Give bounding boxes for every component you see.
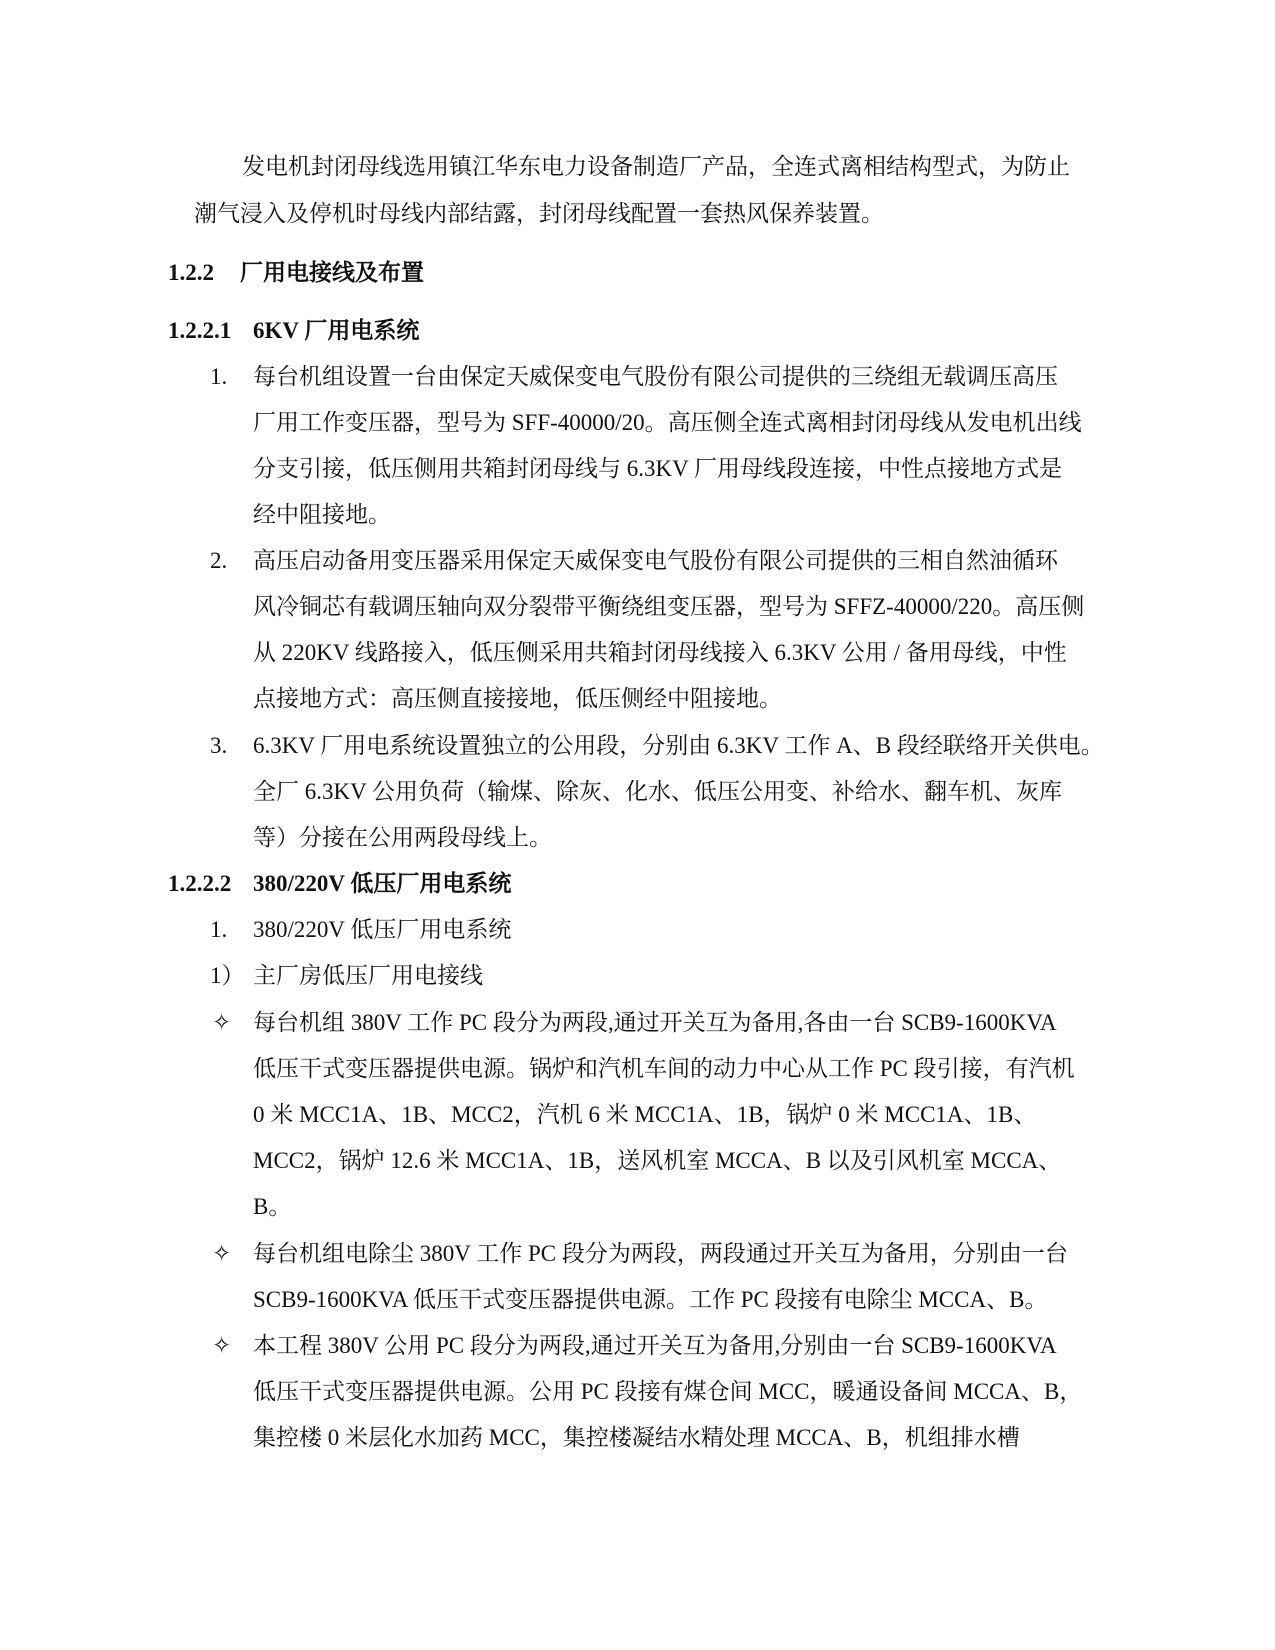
heading-number: 1.2.2 (168, 260, 214, 285)
list-line: 主厂房低压厂用电接线 (253, 963, 483, 988)
bullet-line: 每台机组 380V 工作 PC 段分为两段,通过开关互为备用,各由一台 SCB9-1600KVA (253, 1010, 1057, 1035)
list-line: 经中阻接地。 (253, 502, 391, 527)
list-line: 从 220KV 线路接入，低压侧采用共箱封闭母线接入 6.3KV 公用 / 备用母线，中性 (253, 640, 1067, 665)
list-line: 380/220V 低压厂用电系统 (253, 917, 512, 942)
list-line: 6.3KV 厂用电系统设置独立的公用段，分别由 6.3KV 工作 A、B 段经联络开关供电。 (253, 733, 1104, 758)
list-line: 高压启动备用变压器采用保定天威保变电气股份有限公司提供的三相自然油循环 (253, 548, 1058, 573)
bullet-line: B。 (253, 1194, 292, 1219)
bullet-line: 低压干式变压器提供电源。锅炉和汽机车间的动力中心从工作 PC 段引接，有汽机 (253, 1056, 1075, 1081)
diamond-bullet-icon: ✧ (212, 1241, 232, 1266)
heading-title: 380/220V 低压厂用电系统 (253, 871, 512, 896)
diamond-bullet-icon: ✧ (212, 1010, 232, 1035)
list-line: 分支引接，低压侧用共箱封闭母线与 6.3KV 厂用母线段连接，中性点接地方式是 (253, 456, 1063, 481)
heading-number: 1.2.2.2 (168, 871, 232, 896)
intro-line-1: 发电机封闭母线选用镇江华东电力设备制造厂产品，全连式离相结构型式，为防止 (242, 154, 1070, 179)
list-line: 风冷铜芯有载调压轴向双分裂带平衡绕组变压器，型号为 SFFZ-40000/220。高压侧 (253, 594, 1085, 619)
list-marker: 1. (210, 917, 228, 942)
list-line: 全厂 6.3KV 公用负荷（输煤、除灰、化水、低压公用变、补给水、翻车机、灰库 (253, 779, 1063, 804)
list-marker: 3. (210, 733, 228, 758)
list-line: 每台机组设置一台由保定天威保变电气股份有限公司提供的三绕组无载调压高压 (253, 364, 1058, 389)
bullet-line: 低压干式变压器提供电源。公用 PC 段接有煤仓间 MCC，暖通设备间 MCCA、B， (253, 1379, 1083, 1404)
heading-number: 1.2.2.1 (168, 318, 232, 343)
intro-line-2: 潮气浸入及停机时母线内部结露，封闭母线配置一套热风保养装置。 (194, 201, 884, 226)
list-line: 厂用工作变压器，型号为 SFF-40000/20。高压侧全连式离相封闭母线从发电机出线 (253, 410, 1082, 435)
heading-title: 6KV 厂用电系统 (253, 318, 420, 343)
list-line: 点接地方式：高压侧直接接地，低压侧经中阻接地。 (253, 686, 782, 711)
bullet-line: MCC2，锅炉 12.6 米 MCC1A、1B，送风机室 MCCA、B 以及引风机室 MCCA、 (253, 1148, 1062, 1173)
diamond-bullet-icon: ✧ (212, 1333, 232, 1358)
bullet-line: SCB9-1600KVA 低压干式变压器提供电源。工作 PC 段接有电除尘 MCCA、B。 (253, 1287, 1048, 1312)
heading-title: 厂用电接线及布置 (240, 260, 424, 285)
list-line: 等）分接在公用两段母线上。 (253, 825, 552, 850)
list-marker: 2. (210, 548, 228, 573)
bullet-line: 集控楼 0 米层化水加药 MCC，集控楼凝结水精处理 MCCA、B，机组排水槽 (253, 1425, 1020, 1450)
list-marker: 1） (210, 963, 245, 988)
bullet-line: 本工程 380V 公用 PC 段分为两段,通过开关互为备用,分别由一台 SCB9-1600KVA (253, 1333, 1057, 1358)
bullet-line: 0 米 MCC1A、1B、MCC2，汽机 6 米 MCC1A、1B，锅炉 0 米 MCC1A、1B、 (253, 1102, 1037, 1127)
list-marker: 1. (210, 364, 228, 389)
bullet-line: 每台机组电除尘 380V 工作 PC 段分为两段，两段通过开关互为备用，分别由一台 (253, 1241, 1068, 1266)
